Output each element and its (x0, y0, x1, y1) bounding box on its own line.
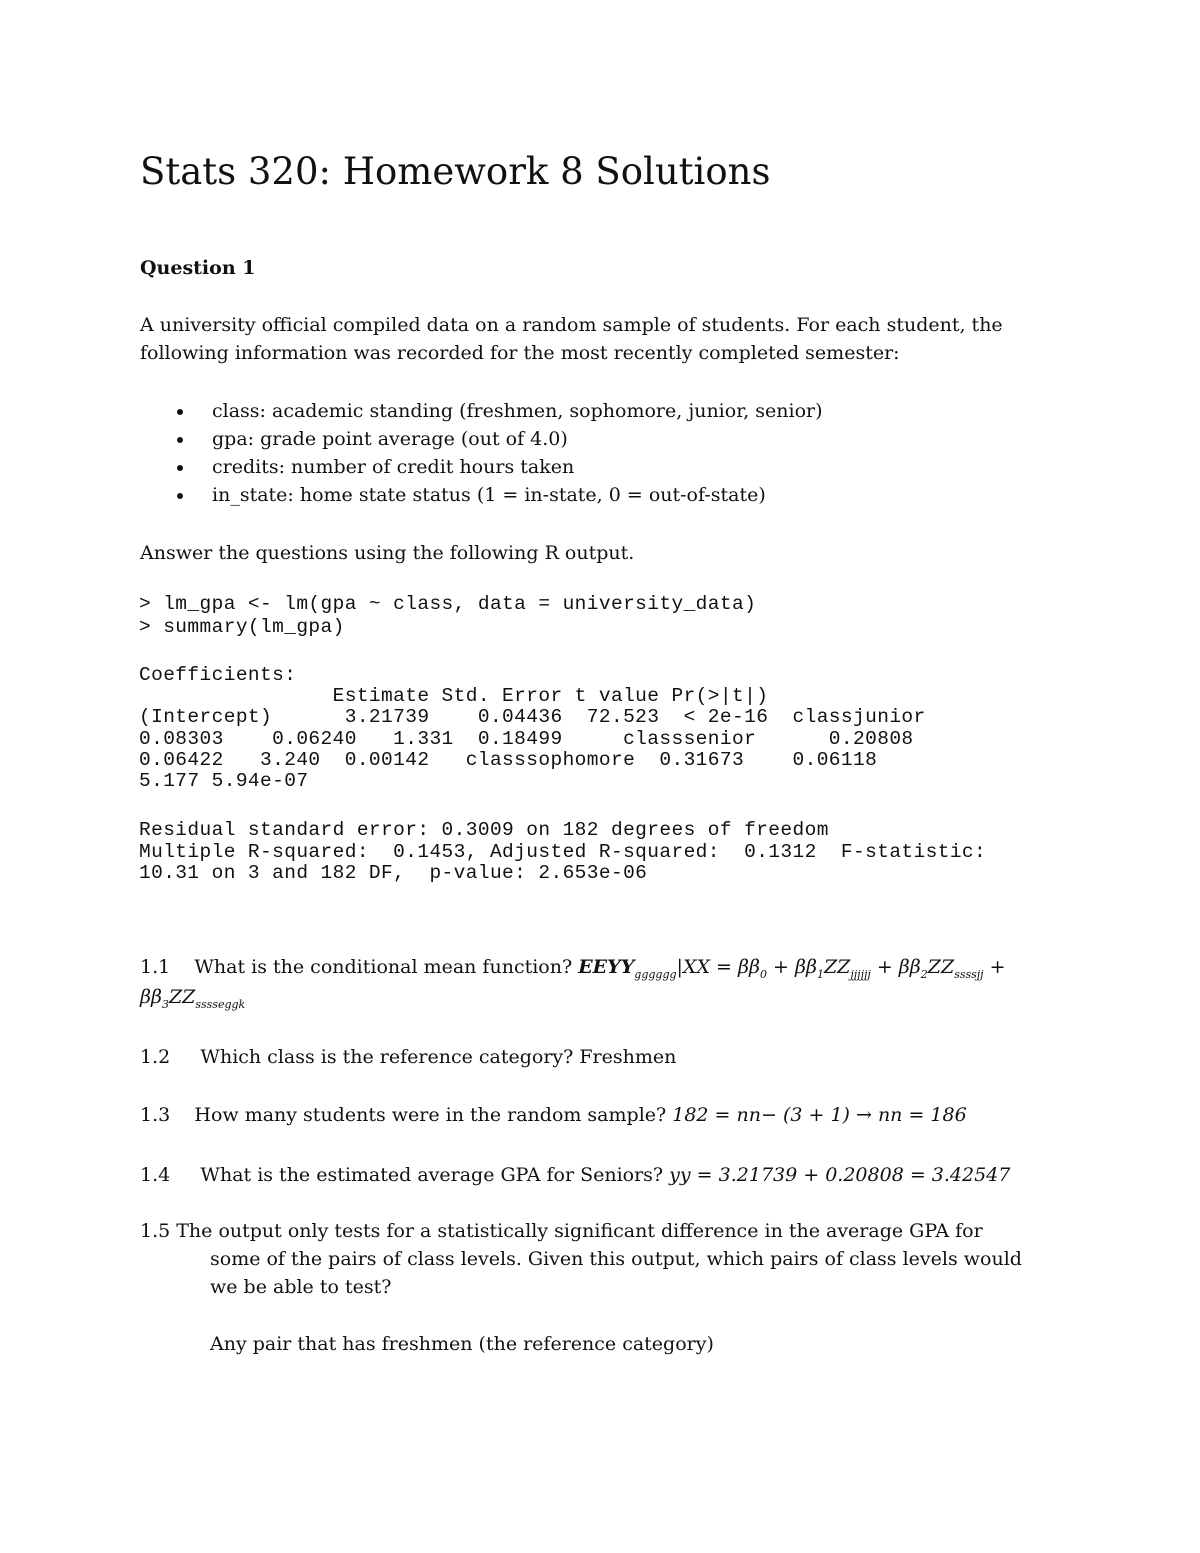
page-title: Stats 320: Homework 8 Solutions (140, 150, 771, 193)
code-line: 0.08303 0.06240 1.331 0.18499 classsenior 0.20808 (139, 728, 914, 750)
question-number: 1.1 (140, 956, 171, 978)
question-number: 1.3 (140, 1104, 171, 1126)
code-line: Residual standard error: 0.3009 on 182 degrees of freedom (139, 819, 829, 841)
code-line: 10.31 on 3 and 182 DF, p-value: 2.653e-06 (139, 862, 648, 884)
question-1-4 (140, 1163, 1010, 1187)
question-1-1 (140, 955, 1006, 987)
code-line: Coefficients: (139, 664, 297, 686)
code-line: Multiple R-squared: 0.1453, Adjusted R-squared: 0.1312 F-statistic: (139, 841, 987, 863)
bullet-item: gpa: grade point average (out of 4.0) (212, 428, 568, 450)
bullet-icon (177, 493, 183, 499)
question-1-5-answer: Any pair that has freshmen (the reference category) (210, 1333, 714, 1355)
question-1-5-line: we be able to test? (210, 1276, 392, 1298)
bullet-icon (177, 465, 183, 471)
question-heading: Question 1 (140, 257, 256, 279)
question-1-5-line: 1.5 The output only tests for a statistically significant difference in the average GPA for (140, 1220, 983, 1242)
math-expression: $\beta\beta_3ZZ_{sssseggk}$ (140, 986, 246, 1011)
question-text: Which class is the reference category? Freshmen (200, 1046, 677, 1068)
bullet-item: class: academic standing (freshmen, sophomore, junior, senior) (212, 400, 823, 422)
question-text: What is the conditional mean function? (194, 956, 573, 978)
code-line: > summary(lm_gpa) (139, 616, 345, 638)
code-line: 5.177 5.94e-07 (139, 770, 309, 792)
math-expression: 182 = nn− (3 + 1) → nn = 186 (672, 1104, 967, 1126)
bullet-item: credits: number of credit hours taken (212, 456, 575, 478)
question-1-3 (140, 1103, 967, 1127)
math-expression: $EEYY_{gggggg}|XX = \beta\beta_0 + \beta\beta_1ZZ_{jjjjjj} + \beta\beta_2ZZ_{ssssjj}$ + (578, 956, 1006, 981)
answer-prompt: Answer the questions using the following R output. (140, 542, 635, 564)
bullet-icon (177, 437, 183, 443)
bullet-item: in_state: home state status (1 = in-state, 0 = out-of-state) (212, 484, 766, 506)
question-text: What is the estimated average GPA for Seniors? (200, 1164, 664, 1186)
math-expression: yy = 3.21739 + 0.20808 = 3.42547 (669, 1164, 1011, 1186)
code-line: Estimate Std. Error t value Pr(>|t|) (139, 685, 769, 707)
code-line: (Intercept) 3.21739 0.04436 72.523 < 2e-16 classjunior (139, 706, 926, 728)
bullet-icon (177, 409, 183, 415)
code-line: 0.06422 3.240 0.00142 classsophomore 0.31673 0.06118 (139, 749, 878, 771)
question-1-5-line: some of the pairs of class levels. Given this output, which pairs of class levels would (210, 1248, 1022, 1270)
question-1-1-cont (140, 985, 245, 1017)
intro-line: following information was recorded for the most recently completed semester: (140, 342, 900, 364)
code-line: > lm_gpa <- lm(gpa ~ class, data = university_data) (139, 593, 757, 615)
question-text: How many students were in the random sample? (194, 1104, 667, 1126)
question-number: 1.4 (140, 1164, 171, 1186)
intro-line: A university official compiled data on a random sample of students. For each student, the (140, 314, 1003, 336)
question-number: 1.2 (140, 1046, 171, 1068)
question-1-2 (140, 1045, 676, 1069)
